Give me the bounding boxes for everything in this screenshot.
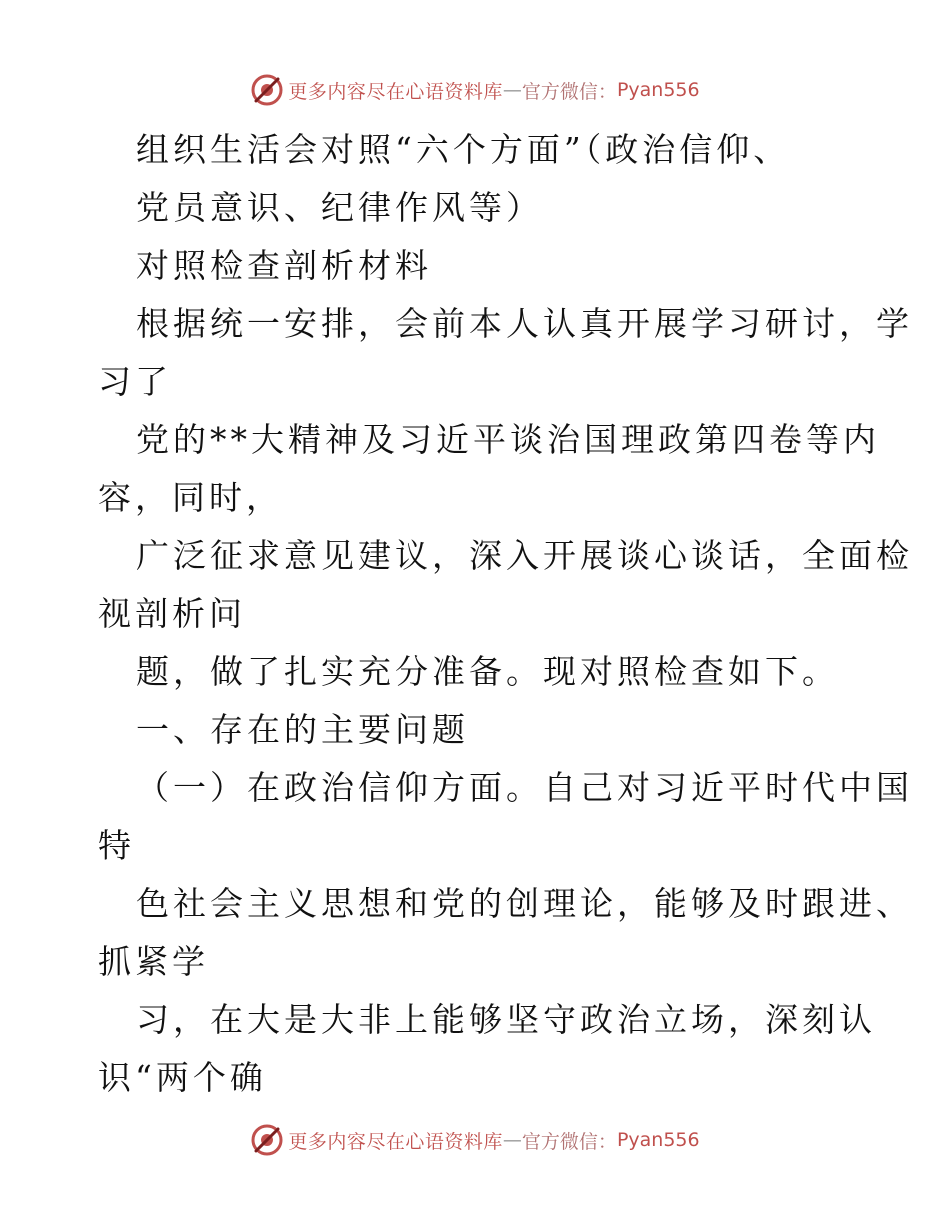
library-text: 更多内容尽在心语资料库	[288, 80, 503, 103]
wechat-label: 官方微信	[521, 80, 598, 103]
banner-colon: ：	[597, 80, 617, 103]
banner-colon: ：	[597, 1130, 617, 1153]
title-line-1: 组织生活会对照“六个方面”（政治信仰、	[136, 130, 791, 169]
paragraph-line: 习，在大是大非上能够坚守政治立场，深刻认	[136, 1000, 876, 1039]
paragraph-line: 习了	[98, 362, 172, 401]
paragraph-line: 特	[98, 826, 135, 865]
wechat-label: 官方微信	[521, 1130, 598, 1153]
wechat-id: Pyan556	[616, 79, 700, 101]
paragraph-line: 广泛征求意见建议，深入开展谈心谈话，全面检	[136, 536, 913, 575]
title-line-3: 对照检查剖析材料	[136, 246, 432, 285]
banner-separator: —	[502, 79, 522, 101]
paragraph-line: （一）在政治信仰方面。自己对习近平时代中国	[136, 768, 913, 807]
paragraph-line: 党的**大精神及习近平谈治国理政第四卷等内	[136, 420, 880, 459]
footer-banner	[0, 1120, 950, 1160]
paragraph-line: 根据统一安排，会前本人认真开展学习研讨，学	[136, 304, 913, 343]
paragraph-line: 抓紧学	[98, 942, 209, 981]
banner-separator: —	[502, 1129, 522, 1151]
pen-logo-icon	[250, 1123, 284, 1157]
section-heading: 一、存在的主要问题	[136, 710, 469, 749]
paragraph-line: 视剖析问	[98, 594, 246, 633]
wechat-id: Pyan556	[616, 1129, 700, 1151]
paragraph-line: 识“两个确	[98, 1058, 267, 1097]
paragraph-line: 题，做了扎实充分准备。现对照检查如下。	[136, 652, 839, 691]
header-banner	[0, 70, 950, 110]
paragraph-line: 色社会主义思想和党的创理论，能够及时跟进、	[136, 884, 913, 923]
pen-logo-icon	[250, 73, 284, 107]
library-text: 更多内容尽在心语资料库	[288, 1130, 503, 1153]
title-line-2: 党员意识、纪律作风等）	[136, 188, 543, 227]
paragraph-line: 容，同时，	[98, 478, 283, 517]
